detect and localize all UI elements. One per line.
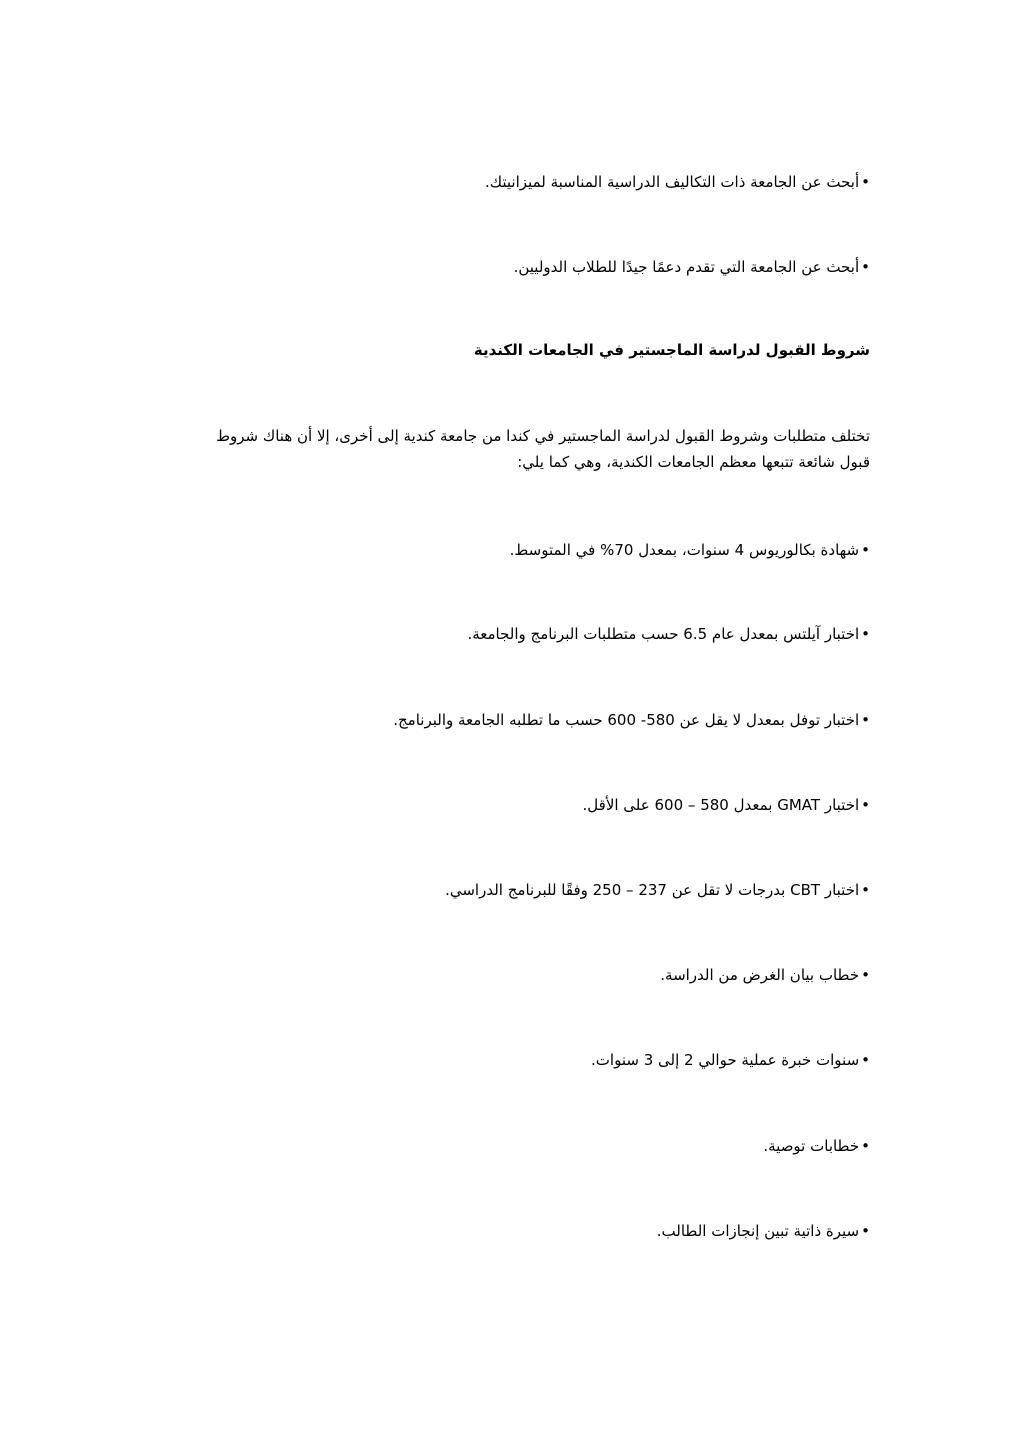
bullet-icon: • xyxy=(861,625,870,643)
list-item-text: سنوات خبرة عملية حوالي 2 إلى 3 سنوات. xyxy=(591,1051,860,1069)
intro-paragraph xyxy=(178,423,870,475)
list-item-text: سيرة ذاتية تبين إنجازات الطالب. xyxy=(656,1222,860,1240)
list-item-text: اختبار آيلتس بمعدل عام 6.5 حسب متطلبات البرنامج والجامعة. xyxy=(467,625,860,643)
list-item-text: أبحث عن الجامعة التي تقدم دعمًا جيدًا للطلاب الدوليين. xyxy=(513,258,860,276)
list-item-text: اختبار GMAT بمعدل 580 – 600 على الأقل. xyxy=(582,796,860,814)
paragraph-line: قبول شائعة تتبعها معظم الجامعات الكندية، وهي كما يلي: xyxy=(517,453,870,471)
bullet-icon: • xyxy=(861,711,870,729)
bullet-icon: • xyxy=(861,173,870,191)
bullet-icon: • xyxy=(861,966,870,984)
paragraph-line: تختلف متطلبات وشروط القبول لدراسة الماجستير في كندا من جامعة كندية إلى أخرى، إلا أن هناك شروط xyxy=(216,427,870,445)
bullet-icon: • xyxy=(861,796,870,814)
bullet-icon: • xyxy=(861,881,870,899)
list-item xyxy=(660,963,870,987)
list-item xyxy=(514,255,870,279)
list-item-text: اختبار CBT بدرجات لا تقل عن 237 – 250 وفقًا للبرنامج الدراسي. xyxy=(445,881,860,899)
list-item-text: شهادة بكالوريوس 4 سنوات، بمعدل 70% في المتوسط. xyxy=(509,541,860,559)
list-item xyxy=(763,1134,870,1158)
list-item xyxy=(657,1219,870,1243)
list-item xyxy=(393,708,870,732)
list-item xyxy=(510,538,870,562)
list-item-text: اختبار توفل بمعدل لا يقل عن 580- 600 حسب ما تطلبه الجامعة والبرنامج. xyxy=(393,711,860,729)
bullet-icon: • xyxy=(861,1222,870,1240)
bullet-icon: • xyxy=(861,1051,870,1069)
list-item xyxy=(583,793,870,817)
section-heading: شروط القبول لدراسة الماجستير في الجامعات الكندية xyxy=(473,341,870,359)
list-item xyxy=(485,170,870,194)
bullet-icon: • xyxy=(861,258,870,276)
list-item xyxy=(591,1048,870,1072)
list-item-text: خطابات توصية. xyxy=(763,1137,860,1155)
bullet-icon: • xyxy=(861,541,870,559)
list-item-text: أبحث عن الجامعة ذات التكاليف الدراسية المناسبة لميزانيتك. xyxy=(484,173,860,191)
list-item xyxy=(445,878,870,902)
bullet-icon: • xyxy=(861,1137,870,1155)
list-item-text: خطاب بيان الغرض من الدراسة. xyxy=(660,966,860,984)
list-item xyxy=(467,622,870,646)
